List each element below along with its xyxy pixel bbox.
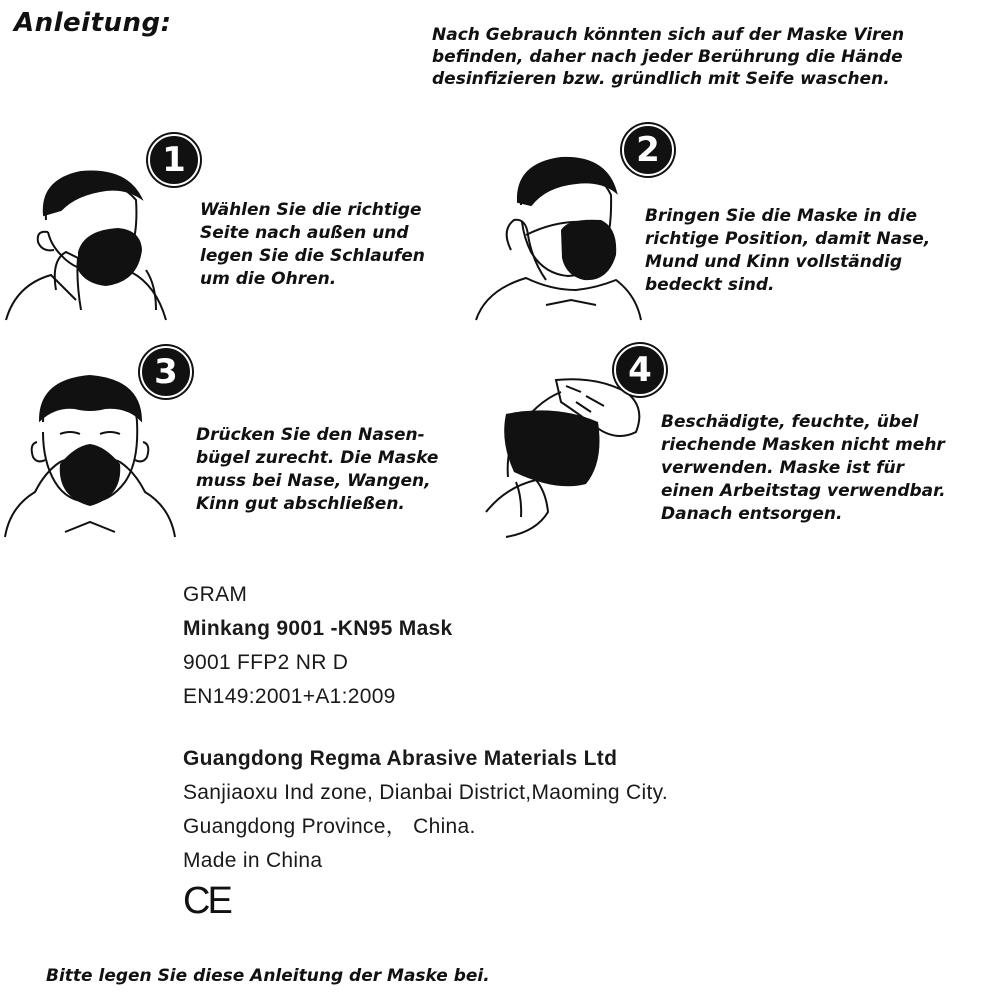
address-line-1: Sanjiaoxu Ind zone, Dianbai District,Maoming City. (183, 781, 668, 804)
step-2-text: Bringen Sie die Maske in die richtige Position, damit Nase, Mund und Kinn vollständig bedeckt sind. (645, 206, 931, 295)
step-4-illustration (486, 372, 656, 542)
model-name: Minkang 9001 -KN95 Mask (183, 617, 453, 640)
step-1-text: Wählen Sie die richtige Seite nach außen und legen Sie die Schlaufen um die Ohren. (200, 200, 425, 289)
step-3-badge: 3 (140, 346, 192, 398)
origin: Made in China (183, 849, 323, 872)
footer-note: Bitte legen Sie diese Anleitung der Maske bei. (46, 966, 490, 986)
step-4-badge: 4 (614, 344, 666, 396)
address-line-2: Guangdong Province， China. (183, 815, 476, 838)
brand-name: GRAM (183, 583, 248, 606)
ce-mark: CE (183, 880, 230, 922)
step-4-text: Beschädigte, feuchte, übel riechende Masken nicht mehr verwenden. Maske ist für einen Arbeitstag verwendbar. Danach entsorgen. (661, 412, 946, 524)
step-2-badge: 2 (622, 124, 674, 176)
step-1-illustration (6, 160, 176, 325)
step-3-text: Drücken Sie den Nasen- bügel zurecht. Die Maske muss bei Nase, Wangen, Kinn gut abschließen. (196, 425, 439, 514)
product-label (183, 578, 668, 878)
page-title: Anleitung: (14, 8, 172, 38)
classification: 9001 FFP2 NR D (183, 651, 349, 674)
standard: EN149:2001+A1:2009 (183, 685, 396, 708)
manufacturer-name: Guangdong Regma Abrasive Materials Ltd (183, 747, 618, 770)
hygiene-notice: Nach Gebrauch könnten sich auf der Maske Viren befinden, daher nach jeder Berührung die Hände desinfizieren bzw. gründlich mit Seife waschen. (432, 25, 905, 89)
step-3-illustration (5, 372, 175, 542)
step-1-badge: 1 (148, 134, 200, 186)
step-2-illustration (476, 150, 646, 325)
